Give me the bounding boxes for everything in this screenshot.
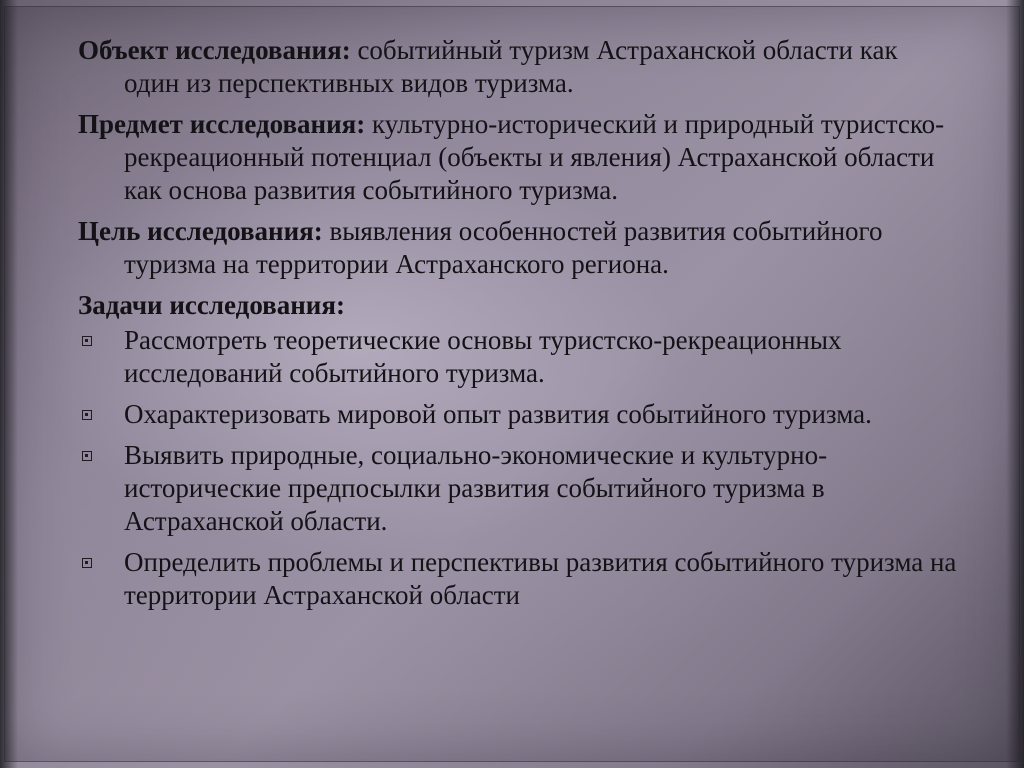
tasks-heading: Задачи исследования:	[78, 290, 345, 320]
subject-paragraph	[78, 108, 958, 207]
list-item	[78, 324, 958, 390]
list-item	[78, 398, 958, 431]
object-paragraph	[78, 34, 958, 100]
subject-text: культурно-исторический и природный туристско-рекреационный потенциал (объекты и явления) Астраханской области как основа развития событийного туризма.	[124, 109, 945, 205]
subject-label: Предмет исследования:	[78, 109, 366, 139]
object-text: событийный туризм Астраханской области как один из перспективных видов туризма.	[124, 35, 898, 98]
square-bullet-icon	[82, 410, 92, 420]
right-edge-shade	[1006, 0, 1024, 768]
tasks-list	[78, 324, 958, 612]
task-text: Охарактеризовать мировой опыт развития событийного туризма.	[124, 399, 872, 429]
object-label: Объект исследования:	[78, 35, 351, 65]
task-text: Определить проблемы и перспективы развития событийного туризма на территории Астраханской области	[124, 547, 957, 610]
square-bullet-icon	[82, 336, 92, 346]
square-bullet-icon	[82, 558, 92, 568]
square-bullet-icon	[82, 451, 92, 461]
task-text: Рассмотреть теоретические основы туристско-рекреационных исследований событийного туризма.	[124, 325, 842, 388]
list-item	[78, 546, 958, 612]
goal-paragraph	[78, 215, 958, 281]
left-edge-shade	[0, 0, 18, 768]
goal-label: Цель исследования:	[78, 216, 323, 246]
list-item	[78, 439, 958, 538]
goal-text: выявления особенностей развития событийного туризма на территории Астраханского региона.	[124, 216, 883, 279]
task-text: Выявить природные, социально-экономические и культурно-исторические предпосылки развития событийного туризма в Астраханской области.	[124, 440, 828, 536]
slide-content	[78, 34, 958, 620]
